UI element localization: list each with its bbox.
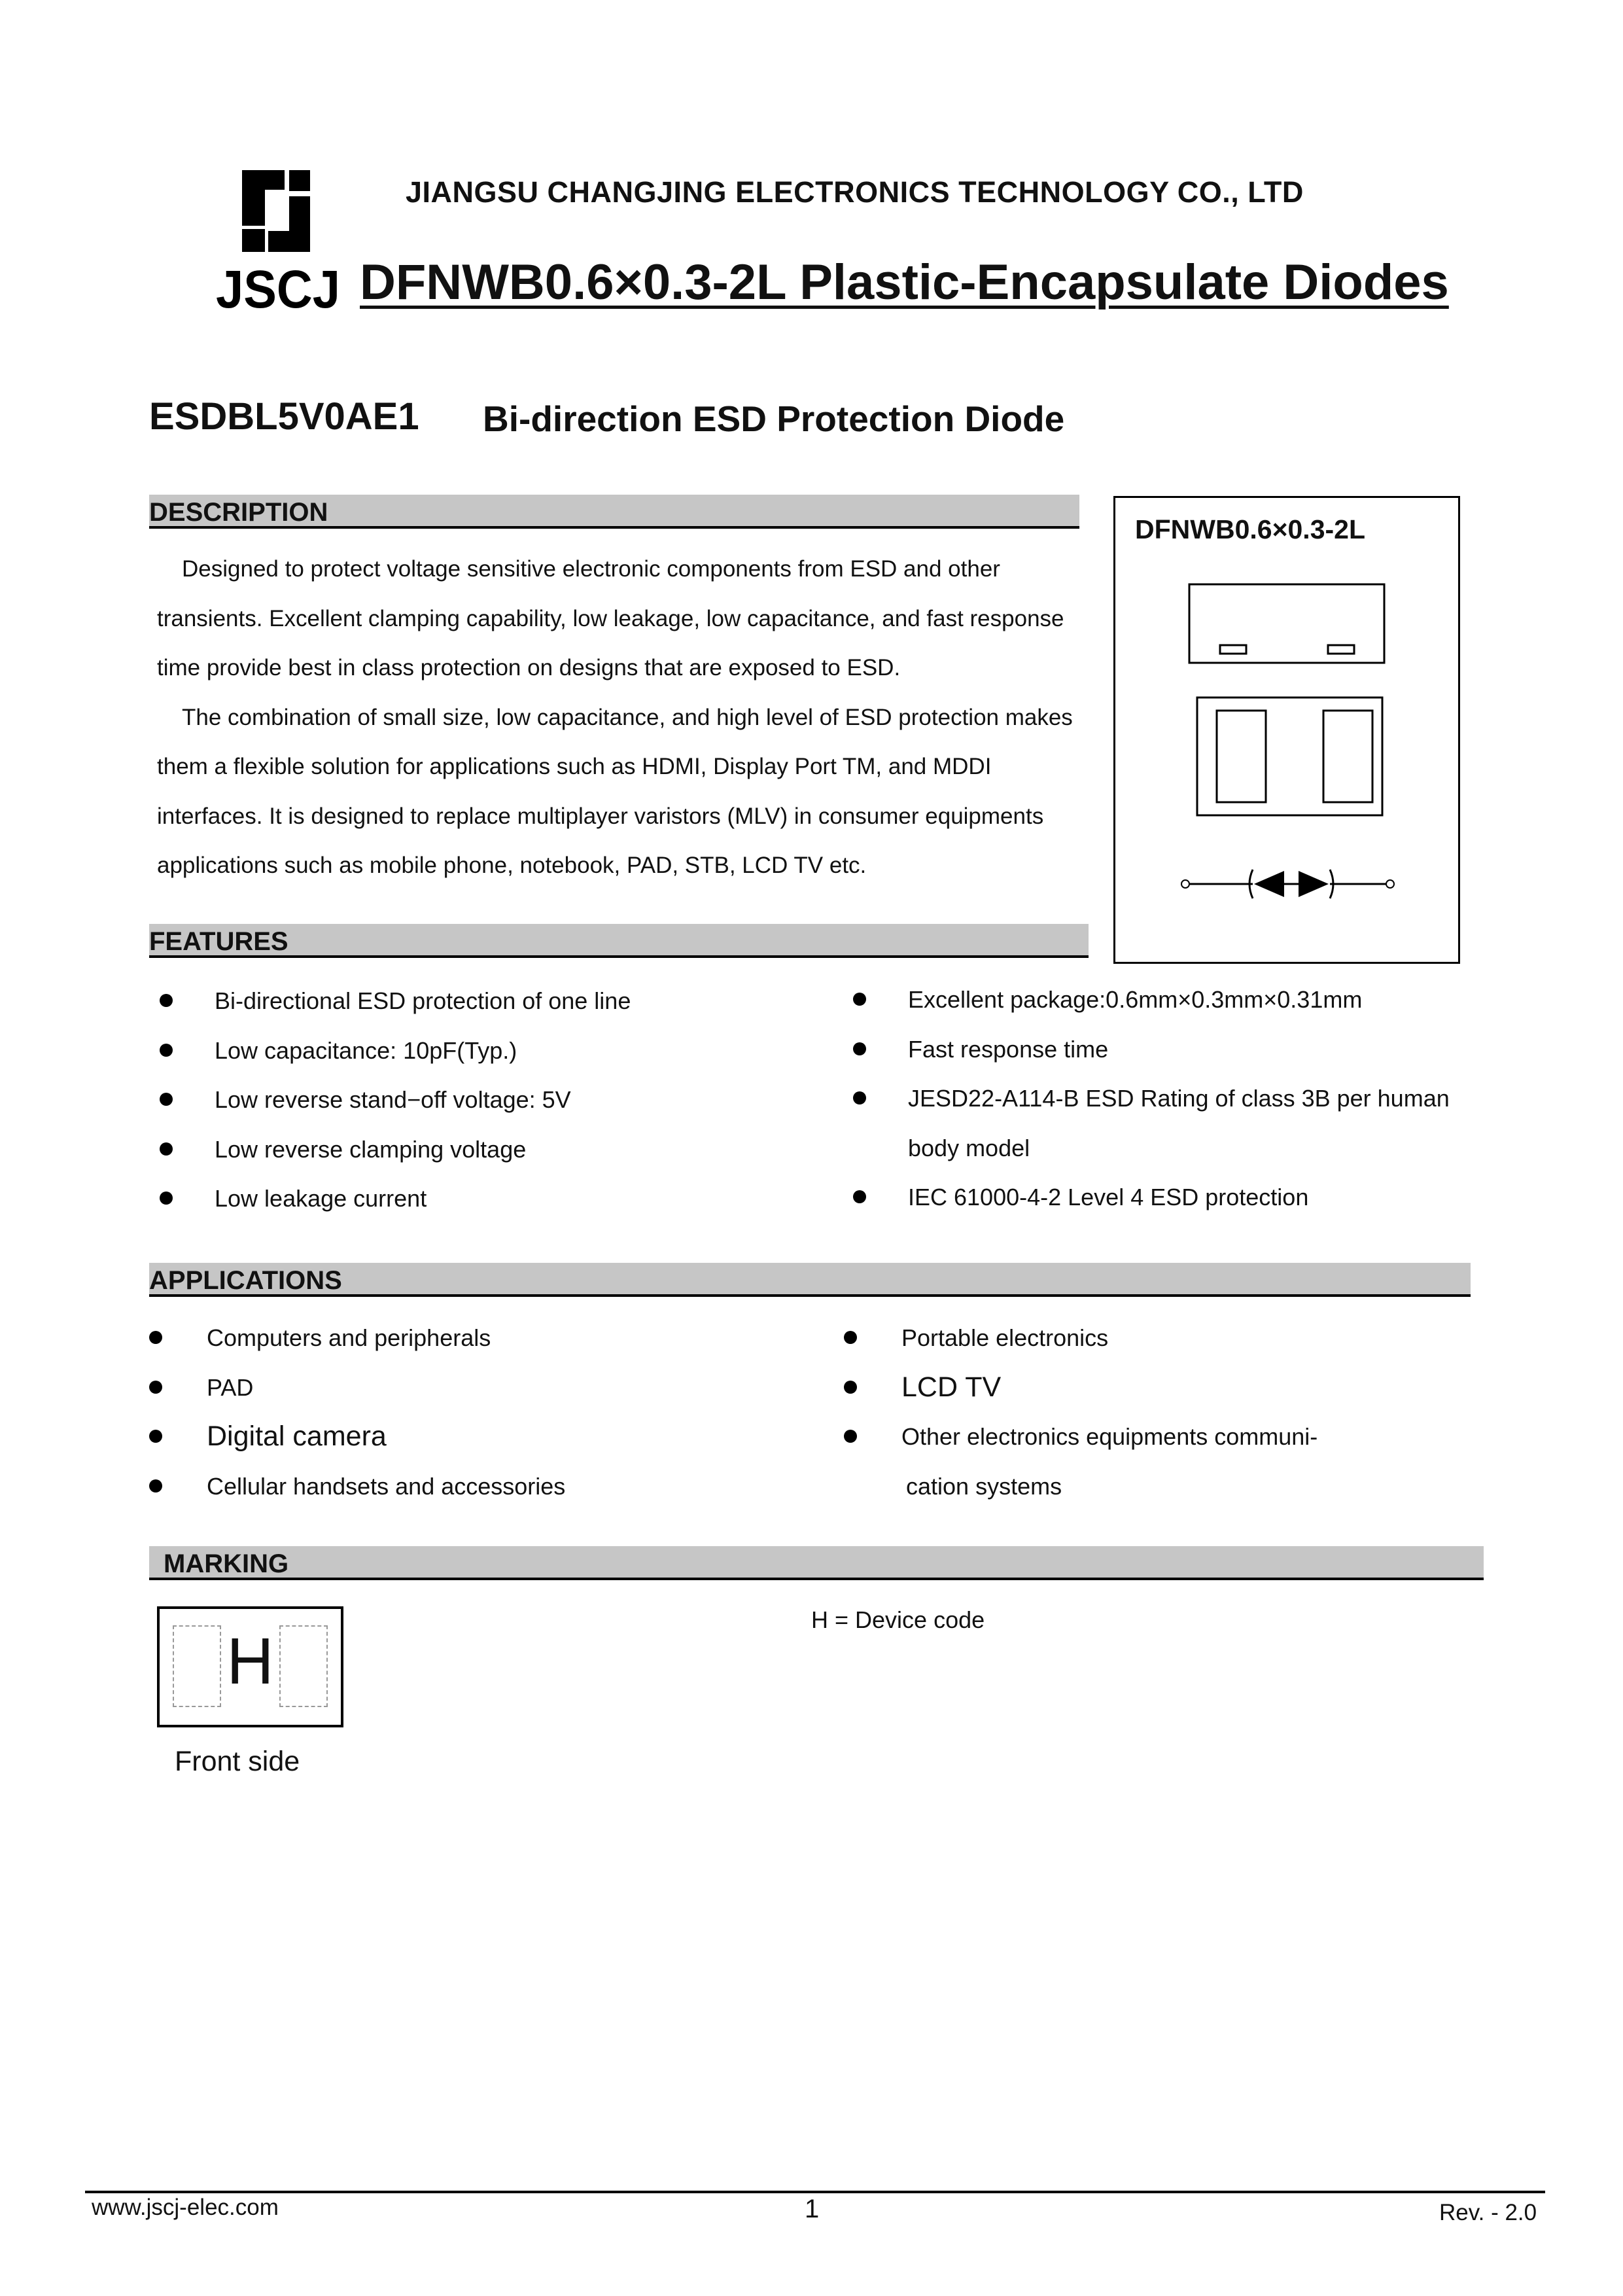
list-item: Low leakage current <box>157 1174 631 1224</box>
list-item: LCD TV <box>844 1363 1318 1413</box>
bottom-pad-right <box>1323 711 1372 802</box>
features-section-bar <box>149 924 1089 958</box>
applications-list-left <box>149 1313 565 1511</box>
bullet-icon <box>844 1381 857 1394</box>
device-code-note: H = Device code <box>811 1606 985 1633</box>
marking-section-bar <box>149 1546 1484 1580</box>
part-number: ESDBL5V0AE1 <box>149 395 419 438</box>
list-item: PAD <box>149 1363 565 1413</box>
side-pad-left <box>1220 645 1246 654</box>
marking-diagram <box>157 1606 343 1727</box>
bullet-icon <box>160 1044 173 1057</box>
description-heading: DESCRIPTION <box>149 498 328 527</box>
footer-divider <box>85 2191 1545 2193</box>
bullet-icon <box>844 1331 857 1344</box>
revision-label: Rev. - 2.0 <box>1439 2200 1537 2225</box>
package-bottom-view <box>1197 698 1382 815</box>
bullet-icon <box>149 1479 162 1492</box>
bullet-icon <box>160 994 173 1007</box>
description-body <box>157 544 1079 891</box>
bullet-icon <box>149 1381 162 1394</box>
company-name: JIANGSU CHANGJING ELECTRONICS TECHNOLOGY CO., LTD <box>406 175 1304 209</box>
bidirectional-diode-icon <box>1181 870 1394 898</box>
bullet-icon <box>844 1430 857 1443</box>
list-item: Fast response time <box>850 1025 1450 1074</box>
description-paragraph-2: The combination of small size, low capacitance, and high level of ESD protection makes them a flexible solution for applications such as HDMI, Display Port TM, and MDDI interfaces. It is designed to replace multiplayer varistors (MLV) in consumer equipments applications such as mobile phone, notebook, PAD, STB, LCD TV etc. <box>157 704 1073 878</box>
footer-url: www.jscj-elec.com <box>92 2195 279 2220</box>
list-item: JESD22-A114-B ESD Rating of class 3B per human <box>850 1074 1450 1123</box>
part-description: Bi-direction ESD Protection Diode <box>483 398 1065 439</box>
list-item: Bi-directional ESD protection of one line <box>157 976 631 1026</box>
description-paragraph-1: Designed to protect voltage sensitive electronic components from ESD and other transients. Excellent clamping capability, low leakage, low capacitance, and fast response time provide best in class protection on designs that are exposed to ESD. <box>157 556 1064 680</box>
marking-code: H <box>226 1625 274 1698</box>
list-item-continuation: body model <box>908 1134 1030 1161</box>
bullet-icon <box>149 1430 162 1443</box>
page-number: 1 <box>805 2195 820 2223</box>
list-item: IEC 61000-4-2 Level 4 ESD protection <box>850 1173 1450 1222</box>
applications-section-bar <box>149 1263 1471 1297</box>
bullet-icon <box>160 1142 173 1156</box>
bullet-icon <box>853 1042 866 1055</box>
bullet-icon <box>160 1192 173 1205</box>
front-side-caption: Front side <box>175 1746 300 1777</box>
applications-list-right <box>844 1313 1318 1511</box>
list-item: Cellular handsets and accessories <box>149 1462 565 1511</box>
package-drawing <box>1115 498 1462 966</box>
bullet-icon <box>853 1091 866 1104</box>
package-outline-box <box>1113 496 1460 964</box>
bullet-icon <box>853 993 866 1006</box>
features-list-left <box>157 976 631 1224</box>
document-title: DFNWB0.6×0.3-2L Plastic-Encapsulate Diodes <box>360 255 1449 310</box>
list-item-continuation: cation systems <box>906 1472 1062 1500</box>
bullet-icon <box>149 1331 162 1344</box>
applications-heading: APPLICATIONS <box>149 1266 342 1295</box>
bullet-icon <box>853 1190 866 1203</box>
list-item: Low reverse clamping voltage <box>157 1125 631 1174</box>
list-item: Low capacitance: 10pF(Typ.) <box>157 1026 631 1076</box>
list-item: Computers and peripherals <box>149 1313 565 1363</box>
bottom-pad-left <box>1217 711 1266 802</box>
company-logo <box>216 167 340 311</box>
list-item: Other electronics equipments communi- <box>844 1412 1318 1462</box>
list-item: Low reverse stand−off voltage: 5V <box>157 1075 631 1125</box>
list-item: Excellent package:0.6mm×0.3mm×0.31mm <box>850 975 1450 1025</box>
list-item: Digital camera <box>149 1412 565 1462</box>
bullet-icon <box>160 1093 173 1106</box>
package-label: DFNWB0.6×0.3-2L <box>1135 514 1366 544</box>
svg-text:JSCJ: JSCJ <box>216 260 340 311</box>
description-section-bar <box>149 495 1079 529</box>
marking-heading: MARKING <box>164 1549 289 1578</box>
list-item: Portable electronics <box>844 1313 1318 1363</box>
jscj-logo-icon <box>216 167 340 311</box>
features-list-right <box>850 975 1450 1222</box>
features-heading: FEATURES <box>149 927 288 956</box>
side-pad-right <box>1328 645 1354 654</box>
